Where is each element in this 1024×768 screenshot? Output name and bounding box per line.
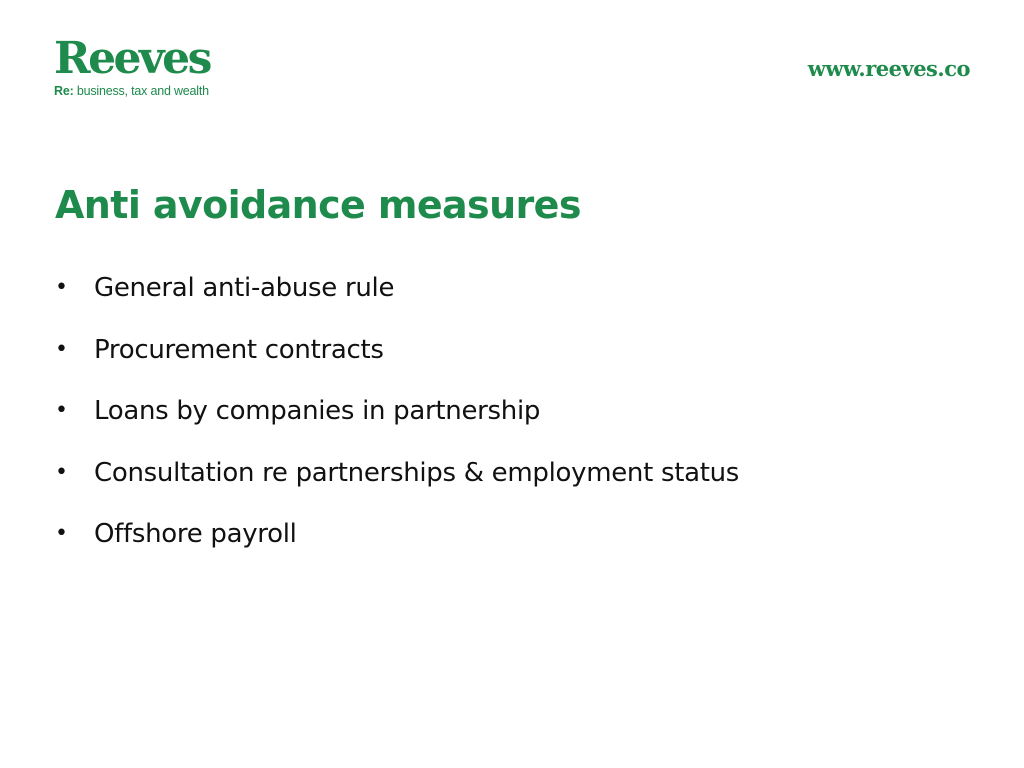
reeves-logo [54,33,210,98]
website-url: www.reeves.co [807,56,970,81]
bullet-item [55,387,739,449]
bullet-icon: • [55,521,68,546]
bullet-item [55,264,739,326]
slide-title: Anti avoidance measures [55,183,581,227]
logo-tagline-text: business, tax and wealth [73,84,209,98]
bullet-text: Loans by companies in partnership [94,396,541,426]
logo-wordmark: Reeves [54,33,210,84]
bullet-icon: • [55,336,68,362]
bullet-text: Procurement contracts [94,334,384,365]
bullet-icon: • [55,275,68,300]
bullet-text: General anti-abuse rule [94,273,395,303]
bullet-text: Offshore payroll [94,519,297,549]
logo-tagline-prefix: Re: [54,84,74,98]
bullet-text: Consultation re partnerships & employment status [94,457,740,488]
bullet-icon: • [55,398,68,423]
bullet-item [55,449,739,511]
bullet-icon: • [55,459,68,485]
bullet-list [55,264,739,572]
logo-tagline [54,84,210,98]
bullet-item [55,510,739,572]
bullet-item [55,326,739,388]
